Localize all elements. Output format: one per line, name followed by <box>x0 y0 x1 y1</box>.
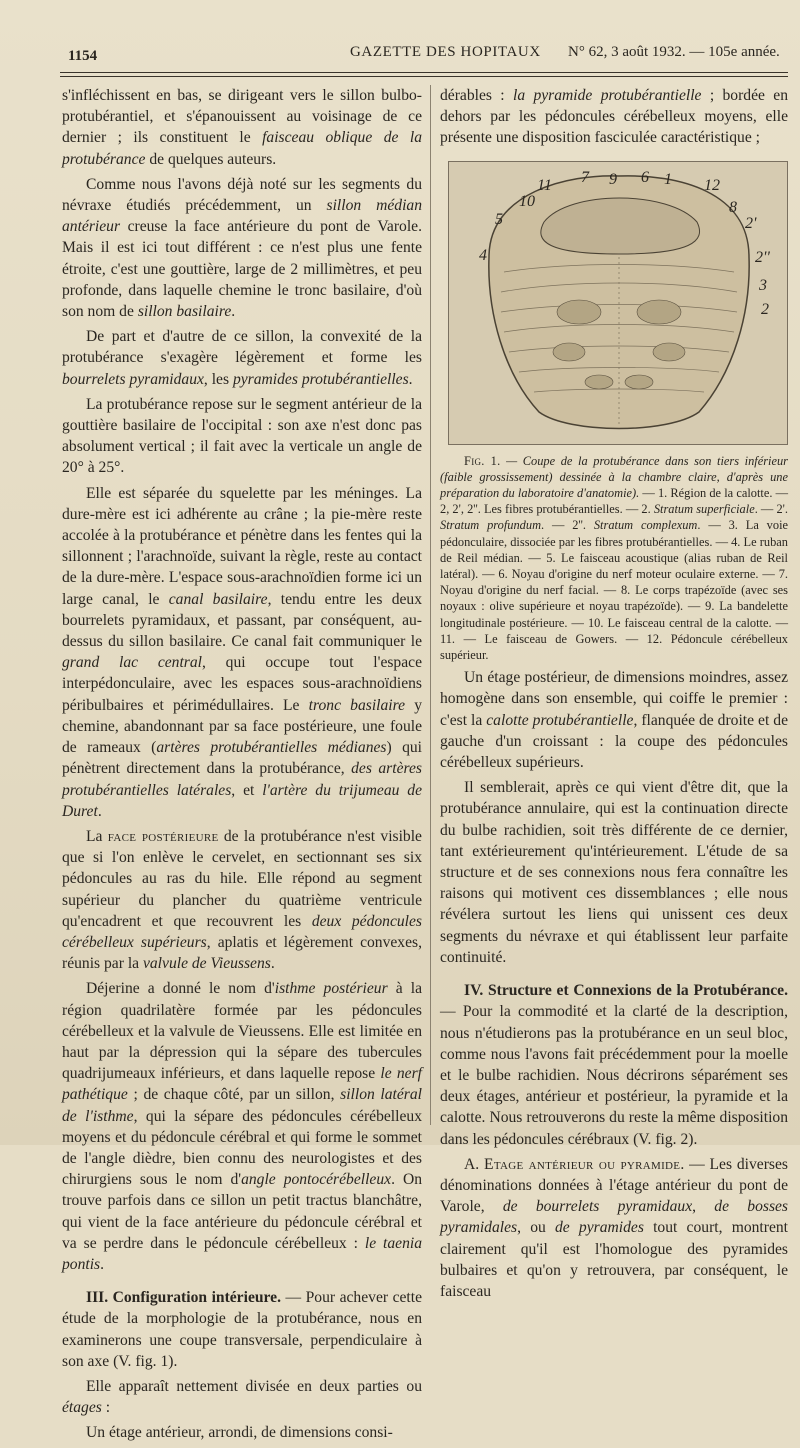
figure-label: 5 <box>495 210 503 228</box>
paragraph: Comme nous l'avons déjà noté sur les segments du névraxe étudiés précédemment, un sillon médian antérieur creuse la face antérieure du pont de Varole. Mais il est ici tout différent : ce n'est plus une fente étroite, c'est une gouttière, large de 2 millimètres, et peu profonde, dans laquelle chemine le tronc basilaire, d'où son nom de sillon basilaire. <box>62 175 422 321</box>
figure-label: 11 <box>537 176 552 194</box>
header-rule-thin <box>60 76 788 77</box>
figure-label: 1 <box>664 170 672 188</box>
journal-title: GAZETTE DES HOPITAUX <box>350 44 541 60</box>
figure-caption: Fig. 1. — Coupe de la protubérance dans son tiers inférieur (faible grossissement) dessinée à la chambre claire, d'après une préparation du laboratoire d'anatomie). — 1. Région de la calotte. — 2, 2', 2''. Les fibres protubérantielles. — 2. Stratum superficiale. — 2'. Stratum profundum. — 2''. Stratum complexum. — 3. La voie pédonculaire, dissociée par les fibres protubérantielles. — 4. Le ruban de Reil médian. — 5. Le faisceau acoustique (alias ruban de Reil latéral). — 6. Noyau d'origine du nerf moteur oculaire externe. — 7. Noyau d'origine du nerf facial. — 8. Le corps trapézoïde (avec ses noyaux : olive supérieure et noyau trapézoïde). — 9. La bandelette longitudinale postérieure. — 10. Le faisceau central de la calotte. — 11. — Le faisceau de Gowers. — 12. Pédoncule cérébelleux supérieur. <box>440 453 789 663</box>
paragraph: s'infléchissent en bas, se dirigeant vers le sillon bulbo-protubérantiel, et s'épanouissent au voisinage de ce dernier ; ils constituent le faisceau oblique de la protubérance de quelques auteurs. <box>62 87 422 168</box>
figure-label: 2 <box>761 300 769 318</box>
page-header <box>60 40 786 70</box>
paragraph: De part et d'autre de ce sillon, la convexité de la protubérance s'exagère légèrement et forme les bourrelets pyramidaux, les pyramides protubérantielles. <box>62 328 422 388</box>
paragraph: dérables : la pyramide protubérantielle ; bordée en dehors par les pédoncules cérébelleux moyens, elle présente une disposition fasciculée caractéristique ; <box>440 87 788 147</box>
paragraph: La protubérance repose sur le segment antérieur de la gouttière basilaire de l'occipital : son axe n'est donc pas absolument vertical ; il fait avec la verticale un angle de 20° à 25°. <box>62 395 422 477</box>
figure-label: 4 <box>479 246 487 264</box>
paragraph: Un étage antérieur, arrondi, de dimensions consi- <box>86 1424 393 1442</box>
paragraph: La face postérieure de la protubérance n'est visible que si l'on enlève le cervelet, en sectionnant ses six pédoncules au ras du hile. Elle répond au segment supérieur du plancher du quatrième ventricule qu'encadrent et que recouvrent les deux pédoncules cérébelleux supérieurs, aplatis et légèrement convexes, réunis par la valvule de Vieussens. <box>62 827 423 973</box>
figure-label: 7 <box>581 168 589 186</box>
paragraph: Elle apparaît nettement divisée en deux parties ou étages : <box>62 1377 422 1417</box>
page-number: 1154 <box>68 48 98 64</box>
figure-label: 10 <box>519 192 535 210</box>
right-column <box>440 85 788 1306</box>
figure-pons-section <box>448 161 788 445</box>
paragraph: Un étage postérieur, de dimensions moindres, assez homogène dans son ensemble, qui coiffe le premier : c'est la calotte protubérantielle, flanquée de droite et de gauche d'un croissant : la coupe des pédoncules cérébelleux supérieurs. <box>440 669 788 772</box>
figure-label: 2'' <box>755 248 770 266</box>
header-rule <box>60 72 788 73</box>
figure-label: 6 <box>641 168 649 186</box>
section-heading-iv: IV. Structure et Connexions de la Protubérance. — Pour la commodité et la clarté de la description, nous n'étudierons pas la protubérance en un seul bloc, comme nous l'avons fait précédemment pour la moelle et le bulbe rachidien. Nous décrirons séparément ses deux étages, antérieur et postérieur, la pyramide et la calotte. Nous retrouverons du reste la même disposition dans les pédoncules cérébraux (V. fig. 2). <box>440 982 788 1148</box>
figure-label: 2' <box>745 214 757 232</box>
paragraph: Il semblerait, après ce qui vient d'être dit, que la protubérance annulaire, qui est la continuation directe du bulbe rachidien, soit très différente de ce dernier, tant extérieurement qu'intérieurement. L'étude de sa structure et de ses connexions nous fera connaître les raisons qui motivent ces dissemblances ; elle nous révélera surtout les liens qui unissent ces deux segments du névraxe et qui établissent leur parfaite continuité. <box>440 779 788 966</box>
issue-info: N° 62, 3 août 1932. — 105e année. <box>568 44 780 60</box>
paragraph: Déjerine a donné le nom d'isthme postérieur à la région quadrilatère formée par les pédoncules cérébelleux et la valvule de Vieussens. Elle est limitée en haut par la dépression qui la sépare des tubercules quadrijumeaux inférieurs, et dans laquelle repose le nerf pathétique ; de chaque côté, par un sillon, sillon latéral de l'isthme, qui la sépare des pédoncules cérébelleux moyens et du pédoncule cérébral et qui forme le sommet de l'angle dièdre, bien connu des neurologistes et des chirurgiens sous le nom d'angle pontocérébelleux. On trouve parfois dans ce sillon un petit tractus blanchâtre, qui vient de la face antérieure du pédoncule cérébral et va se perdre dans le pédoncule cérébelleux : le taenia pontis. <box>62 980 423 1273</box>
paragraph: A. Etage antérieur ou pyramide. — Les diverses dénominations données à l'étage antérieur du pont de Varole, de bourrelets pyramidaux, de bosses pyramidales, ou de pyramides tout court, montrent clairement qu'il est l'homologue des pyramides bulbaires et qu'on y retrouvera, par conséquent, le faisceau <box>440 1155 788 1300</box>
pons-cross-section-drawing <box>449 162 787 444</box>
paragraph: Elle est séparée du squelette par les méninges. La dure-mère est ici adhérente au crâne ; la pie-mère reste accolée à la protubérance et pénètre dans les fentes qui la sillonnent ; l'arachnoïde, suivant la règle, reste au contact de la dure-mère. L'espace sous-arachnoïdien forme ici un large canal, le canal basilaire, tendu entre les deux bourrelets pyramidaux, et passant, par conséquent, au-dessus du sillon basilaire. Ce canal fait communiquer le grand lac central, qui occupe tout l'espace interpédonculaire, avec les espaces sous-arachnoïdiens péribulbaires et périmédullaires. Le tronc basilaire y chemine, abandonnant par sa face postérieure, une foule de rameaux (artères protubérantielles médianes) qui pénètrent directement dans la protubérance, des artères protubérantielles latérales, et l'artère du trijumeau de Duret. <box>62 484 423 820</box>
figure-label: 8 <box>729 198 737 216</box>
figure-label: 12 <box>704 176 720 194</box>
column-separator <box>430 85 431 1125</box>
left-column <box>62 85 422 1448</box>
figure-label: 3 <box>759 276 767 294</box>
section-heading-iii: III. Configuration intérieure. — Pour achever cette étude de la morphologie de la protubérance, nous en examinerons une coupe transversale, perpendiculaire à son axe (V. fig. 1). <box>62 1289 423 1370</box>
figure-label: 9 <box>609 170 617 188</box>
